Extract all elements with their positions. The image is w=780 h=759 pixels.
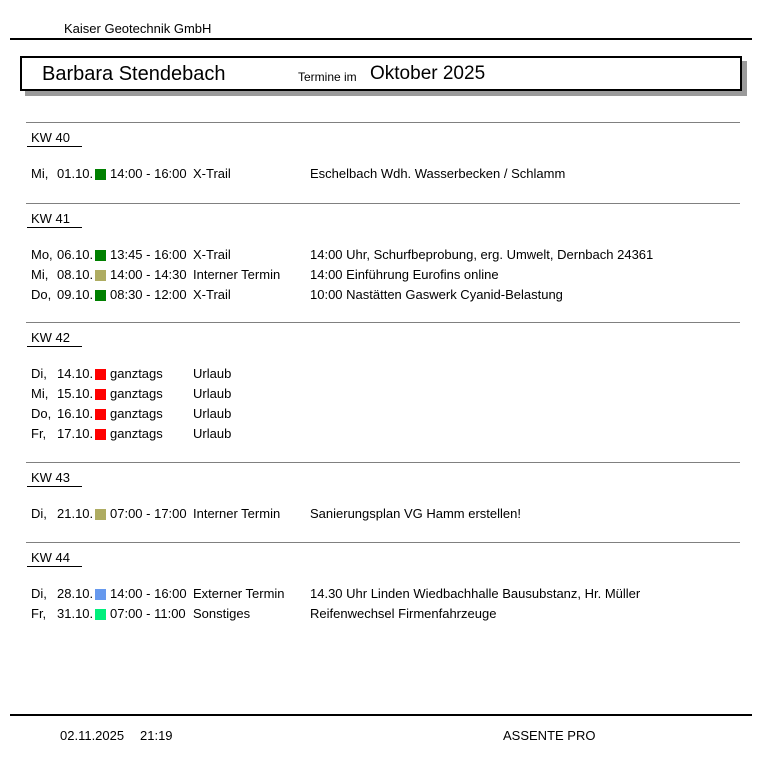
category-label: Urlaub	[193, 406, 232, 421]
category-color-icon	[95, 250, 106, 261]
appointment-row	[0, 164, 780, 184]
time-label: 08:30 - 12:00	[110, 287, 187, 302]
date-label: 08.10.	[57, 267, 94, 282]
day-label: Do,	[31, 287, 52, 302]
week-header: KW 44	[27, 550, 82, 567]
description-label: 14:00 Uhr, Schurfbeprobung, erg. Umwelt, Dernbach 24361	[310, 247, 654, 262]
week-header: KW 43	[27, 470, 82, 487]
appointment-row	[0, 245, 780, 265]
date-label: 15.10.	[57, 386, 94, 401]
category-color-icon	[95, 290, 106, 301]
app-name: ASSENTE PRO	[503, 728, 596, 743]
category-label: Externer Termin	[193, 586, 285, 601]
day-label: Mi,	[31, 386, 49, 401]
appointment-row	[0, 285, 780, 305]
appointment-row	[0, 265, 780, 285]
week-header: KW 41	[27, 211, 82, 228]
week-header: KW 42	[27, 330, 82, 347]
section-divider	[26, 542, 740, 543]
category-label: Interner Termin	[193, 506, 281, 521]
footer-divider	[10, 714, 752, 716]
description-label: Sanierungsplan VG Hamm erstellen!	[310, 506, 521, 521]
time-label: 14:00 - 16:00	[110, 166, 187, 181]
section-divider	[26, 322, 740, 323]
appointment-row	[0, 604, 780, 624]
day-label: Mi,	[31, 267, 49, 282]
section-divider	[26, 122, 740, 123]
day-label: Di,	[31, 586, 47, 601]
section-divider	[26, 203, 740, 204]
description-label: 14.30 Uhr Linden Wiedbachhalle Bausubstanz, Hr. Müller	[310, 586, 641, 601]
day-label: Mi,	[31, 166, 49, 181]
description-label: 10:00 Nastätten Gaswerk Cyanid-Belastung	[310, 287, 563, 302]
time-label: 07:00 - 17:00	[110, 506, 187, 521]
category-color-icon	[95, 270, 106, 281]
appointment-row	[0, 384, 780, 404]
category-label: Urlaub	[193, 366, 232, 381]
time-label: ganztags	[110, 426, 163, 441]
category-color-icon	[95, 609, 106, 620]
category-label: Sonstiges	[193, 606, 251, 621]
category-color-icon	[95, 429, 106, 440]
appointment-row	[0, 404, 780, 424]
print-date: 02.11.2025	[60, 728, 125, 743]
description-label: Reifenwechsel Firmenfahrzeuge	[310, 606, 497, 621]
category-label: X-Trail	[193, 247, 231, 262]
section-divider	[26, 462, 740, 463]
time-label: 14:00 - 14:30	[110, 267, 187, 282]
time-label: ganztags	[110, 406, 163, 421]
date-label: 28.10.	[57, 586, 94, 601]
category-label: X-Trail	[193, 287, 231, 302]
day-label: Di,	[31, 366, 47, 381]
category-color-icon	[95, 509, 106, 520]
date-label: 09.10.	[57, 287, 94, 302]
time-label: 14:00 - 16:00	[110, 586, 187, 601]
week-header: KW 40	[27, 130, 82, 147]
appointment-row	[0, 504, 780, 524]
category-color-icon	[95, 369, 106, 380]
date-label: 14.10.	[57, 366, 94, 381]
description-label: 14:00 Einführung Eurofins online	[310, 267, 499, 282]
time-label: ganztags	[110, 386, 163, 401]
category-label: Urlaub	[193, 386, 232, 401]
category-label: Interner Termin	[193, 267, 281, 282]
description-label: Eschelbach Wdh. Wasserbecken / Schlamm	[310, 166, 566, 181]
title-month: Oktober 2025	[370, 63, 486, 84]
time-label: 13:45 - 16:00	[110, 247, 187, 262]
category-color-icon	[95, 589, 106, 600]
date-label: 21.10.	[57, 506, 94, 521]
date-label: 06.10.	[57, 247, 94, 262]
day-label: Fr,	[31, 426, 47, 441]
day-label: Fr,	[31, 606, 47, 621]
date-label: 17.10.	[57, 426, 94, 441]
appointment-row	[0, 424, 780, 444]
category-label: X-Trail	[193, 166, 231, 181]
person-name: Barbara Stendebach	[42, 63, 226, 85]
time-label: ganztags	[110, 366, 163, 381]
day-label: Do,	[31, 406, 52, 421]
appointment-row	[0, 584, 780, 604]
header-divider	[10, 38, 752, 40]
category-color-icon	[95, 169, 106, 180]
title-range-prefix: Termine im	[298, 70, 357, 84]
category-color-icon	[95, 389, 106, 400]
day-label: Di,	[31, 506, 47, 521]
date-label: 16.10.	[57, 406, 94, 421]
print-time: 21:19	[140, 728, 173, 743]
category-label: Urlaub	[193, 426, 232, 441]
category-color-icon	[95, 409, 106, 420]
date-label: 31.10.	[57, 606, 94, 621]
day-label: Mo,	[31, 247, 53, 262]
company-name: Kaiser Geotechnik GmbH	[64, 21, 212, 36]
time-label: 07:00 - 11:00	[110, 606, 186, 621]
date-label: 01.10.	[57, 166, 94, 181]
report-title-box	[20, 56, 742, 91]
appointment-row	[0, 364, 780, 384]
